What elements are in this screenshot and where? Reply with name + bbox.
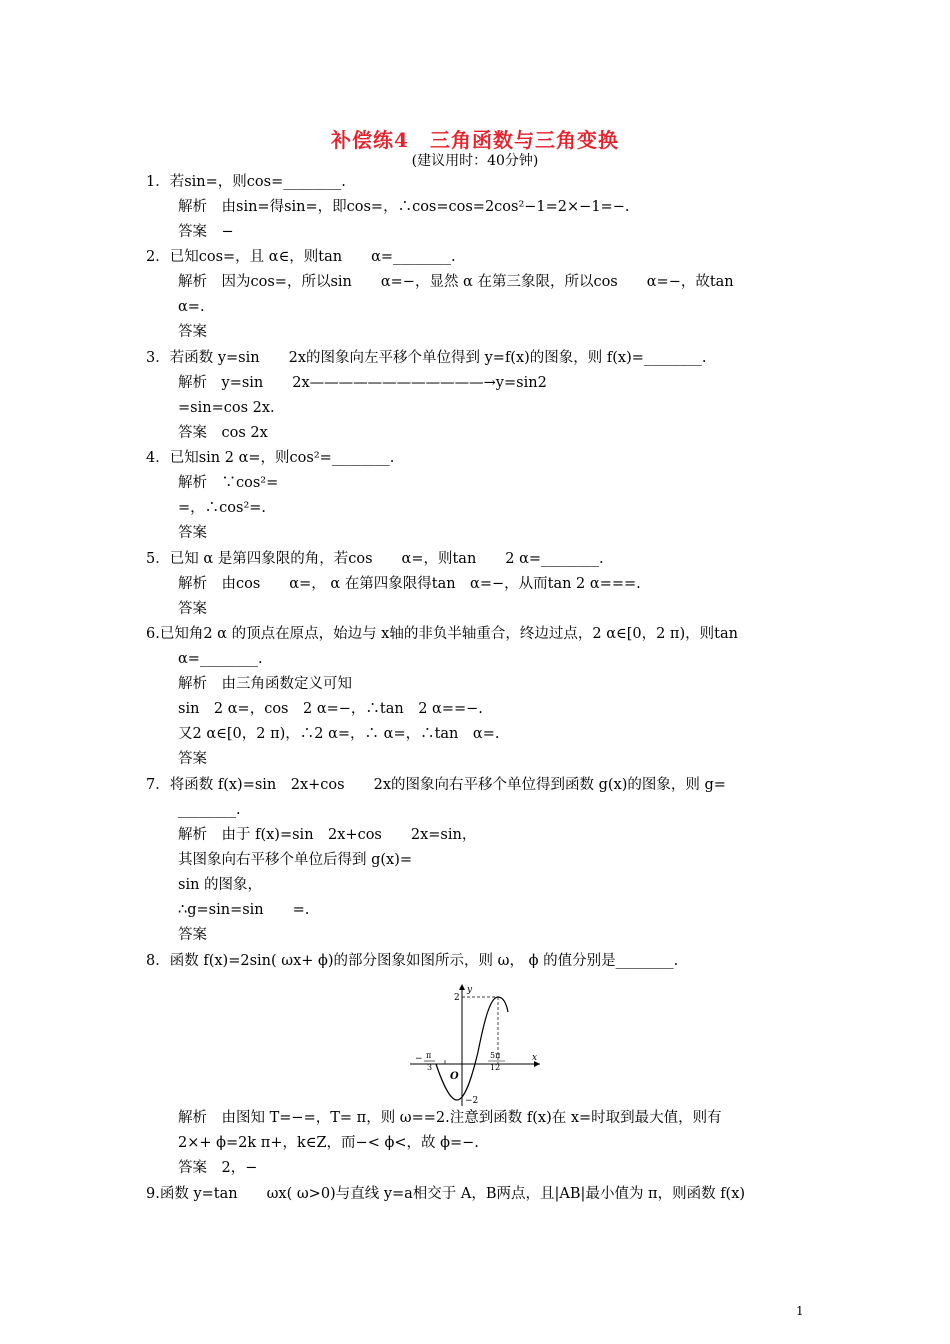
left-tick-sign: −: [415, 1054, 423, 1064]
analysis-5: 解析 由cos α=， α 在第四象限得tan α=−，从而tan 2 α===.: [178, 576, 641, 592]
question-7: 7．将函数 f(x)=sin 2x+cos 2x的图象向右平移个单位得到函数 g(x)的图象，则 g=: [146, 777, 726, 793]
question-9: 9.函数 y=tan ωx( ω>0)与直线 y=a相交于 A，B两点，且|AB|最小值为 π，则函数 f(x): [146, 1186, 746, 1202]
question-8: 8．函数 f(x)=2sin( ωx+ ϕ)的部分图象如图所示，则 ω， ϕ 的值分别是________.: [146, 953, 679, 969]
answer-3: 答案 cos 2x: [178, 425, 268, 441]
ymax-label: 2: [454, 993, 460, 1003]
analysis-2-cont: α=.: [178, 299, 205, 315]
page-title: 补偿练4 三角函数与三角变换: [331, 128, 619, 152]
page-number: 1: [796, 1304, 804, 1318]
analysis-8: 解析 由图知 T=−=，T= π，则 ω==2.注意到函数 f(x)在 x=时取到最大值，则有: [178, 1110, 722, 1126]
question-1: 1．若sin=，则cos=________.: [146, 174, 346, 190]
ymin-label: −2: [465, 1096, 479, 1106]
y-axis-label: y: [467, 985, 473, 995]
x-axis-label: x: [532, 1053, 538, 1063]
answer-7: 答案: [178, 927, 207, 943]
question-6: 6.已知角2 α 的顶点在原点，始边与 x轴的非负半轴重合，终边过点，2 α∈[0，2 π)，则tan: [146, 626, 738, 642]
question-5: 5．已知 α 是第四象限的角，若cos α=，则tan 2 α=________.: [146, 551, 604, 567]
question-7-cont: ________.: [178, 802, 241, 818]
answer-5: 答案: [178, 601, 207, 617]
answer-2: 答案: [178, 324, 207, 340]
answer-8: 答案 2，−: [178, 1160, 258, 1176]
analysis-4-cont: =，∴cos²=.: [178, 500, 267, 516]
page-subtitle: (建议用时：40分钟): [411, 153, 539, 169]
analysis-3-cont: =sin=cos 2x.: [178, 400, 275, 416]
analysis-6-line3: 又2 α∈[0，2 π)，∴2 α=，∴ α=，∴tan α=.: [178, 726, 500, 742]
analysis-1: 解析 由sin=得sin=，即cos=，∴cos=cos=2cos²−1=2×−1=−.: [178, 199, 630, 215]
question-6-cont: α=________.: [178, 651, 263, 667]
analysis-7-line3: sin 的图象，: [178, 877, 263, 893]
right-tick-denominator: 12: [490, 1063, 501, 1072]
analysis-3: 解析 y=sin 2x————————————→y=sin2: [178, 375, 547, 391]
right-tick-numerator: 5π: [490, 1051, 501, 1060]
analysis-7-line2: 其图象向右平移个单位后得到 g(x)=: [178, 852, 413, 868]
sine-graph-figure: [410, 982, 545, 1107]
answer-6: 答案: [178, 751, 207, 767]
left-tick-numerator: π: [426, 1051, 432, 1060]
analysis-8-cont: 2×+ ϕ=2k π+，k∈Z，而−< ϕ<，故 ϕ=−.: [178, 1135, 479, 1151]
analysis-6: 解析 由三角函数定义可知: [178, 676, 352, 692]
question-2: 2．已知cos=，且 α∈，则tan α=________.: [146, 249, 456, 265]
sine-curve: [436, 997, 508, 1100]
left-tick-denominator: 3: [427, 1063, 433, 1072]
analysis-7: 解析 由于 f(x)=sin 2x+cos 2x=sin，: [178, 827, 477, 843]
answer-1: 答案 −: [178, 224, 234, 240]
answer-4: 答案: [178, 525, 207, 541]
analysis-4: 解析 ∵cos²=: [178, 475, 279, 491]
analysis-7-line4: ∴g=sin=sin =.: [178, 902, 310, 918]
question-4: 4．已知sin 2 α=，则cos²=________.: [146, 450, 395, 466]
question-3: 3．若函数 y=sin 2x的图象向左平移个单位得到 y=f(x)的图象，则 f(x)=________.: [146, 350, 707, 366]
analysis-2: 解析 因为cos=，所以sin α=−，显然 α 在第三象限，所以cos α=−，故tan: [178, 274, 734, 290]
y-axis-arrow: [459, 984, 465, 990]
origin-label: O: [450, 1071, 459, 1082]
analysis-6-line2: sin 2 α=，cos 2 α=−，∴tan 2 α==−.: [178, 701, 483, 717]
